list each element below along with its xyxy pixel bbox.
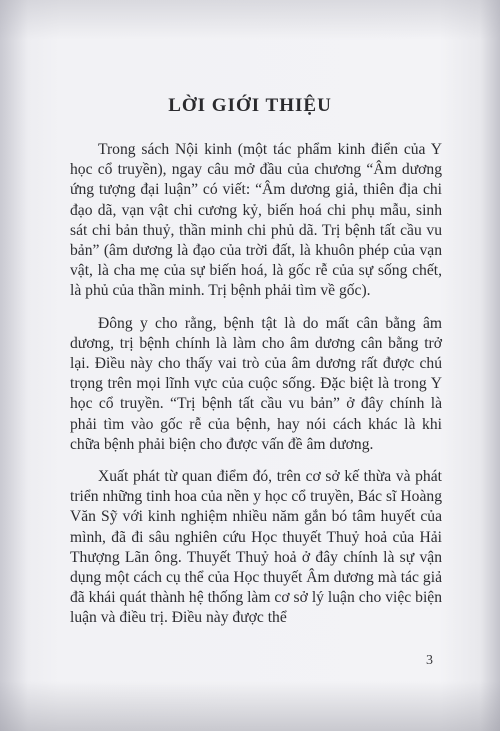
page-title: LỜI GIỚI THIỆU [168, 95, 332, 116]
paragraph-2: Đông y cho rằng, bệnh tật là do mất cân bằng âm dương, trị bệnh chính là làm cho âm dương cân bằng trở lại. Điều này cho thấy vai trò của âm dương rất được chú trọng trên mọi lĩnh vực của cuộc sống. Đặc biệt là trong Y học cổ truyền. “Trị bệnh tất cầu vu bản” ở đây chính là phải tìm vào gốc rễ của bệnh, hay nói cách khác là khi chữa bệnh phải biện cho được vấn đề âm dương. [70, 314, 442, 453]
page-number: 3 [426, 653, 433, 668]
paragraph-1: Trong sách Nội kinh (một tác phẩm kinh điển của Y học cổ truyền), ngay câu mở đầu của chương “Âm dương ứng tượng đại luận” có viết: “Âm dương giả, thiên địa chi đạo dã, vạn vật chi cương kỷ, biến hoá chi phụ mẫu, sinh sát chi bản thuỷ, thần minh chi phủ dã. Trị bệnh tất cầu vu bản” (âm dương là đạo của trời đất, là khuôn phép của vạn vật, là cha mẹ của sự biến hoá, là gốc rễ của sự sống chết, là phủ của thần minh. Trị bệnh phải tìm về gốc). [70, 141, 442, 300]
page-bottom-shadow [0, 681, 500, 731]
paragraph-3: Xuất phát từ quan điểm đó, trên cơ sở kế thừa và phát triển những tinh hoa của nền y học cổ truyền, Bác sĩ Hoàng Văn Sỹ với kinh nghiệm nhiều năm gắn bó tâm huyết của mình, đã đi sâu nghiên cứu Học thuyết Thuỷ hoả của Hải Thượng Lãn ông. Thuyết Thuỷ hoả ở đây chính là sự vận dụng một cách cụ thể của Học thuyết Âm dương mà tác giả đã khái quát thành hệ thống làm cơ sở lý luận cho việc biện luận và điều trị. Điều này được thể [70, 468, 442, 627]
page-top-shadow [0, 0, 500, 40]
body-text [70, 140, 442, 641]
